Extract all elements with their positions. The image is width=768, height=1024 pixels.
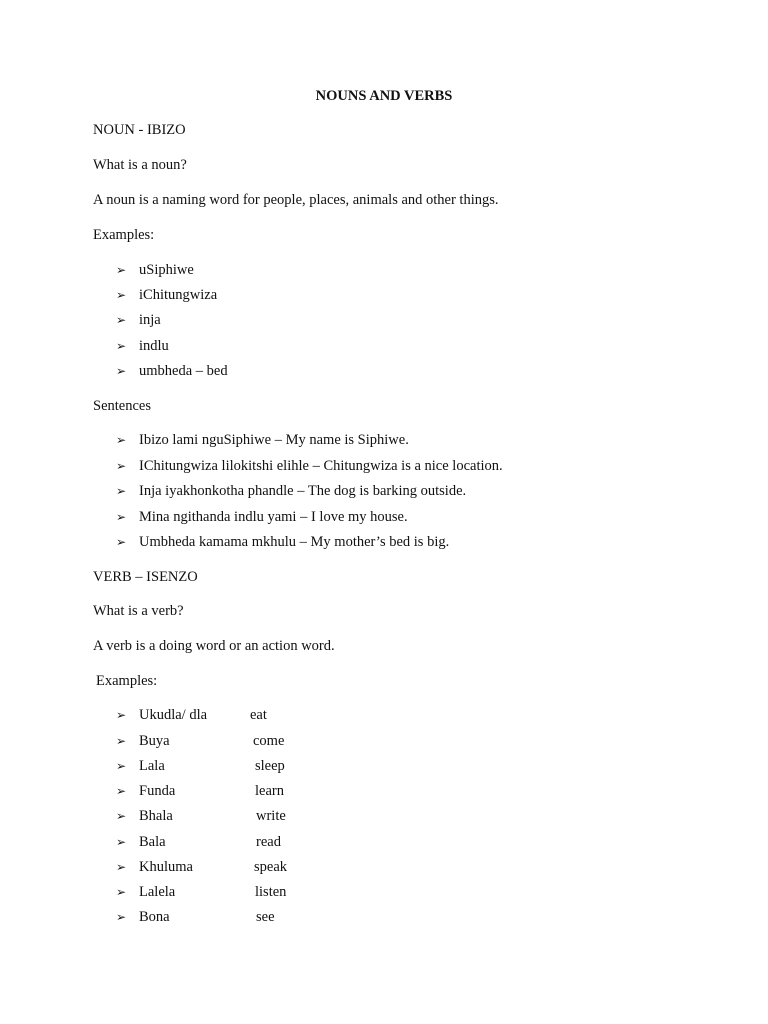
verb-meaning: come [253,733,285,749]
verb-meaning: learn [255,783,284,799]
sentence: Ibizo lami nguSiphiwe – My name is Siphiwe. [139,432,409,448]
verb-definition: A verb is a doing word or an action word. [93,638,335,654]
verb-heading: VERB – ISENZO [93,569,198,585]
arrowhead-bullet-icon: ➢ [116,835,127,849]
verb-word: Lala [139,758,165,774]
noun-examples-label: Examples: [93,227,155,243]
list-item [116,732,285,750]
verb-word: Lalela [139,884,176,900]
list-item [116,833,281,851]
list-item [116,311,161,329]
list-item [116,457,503,475]
arrowhead-bullet-icon: ➢ [116,339,127,353]
list-item [116,782,284,800]
arrowhead-bullet-icon: ➢ [116,759,127,773]
noun-example: inja [139,312,161,328]
sentences-label: Sentences [93,398,151,414]
sentence: Umbheda kamama mkhulu – My mother’s bed is big. [139,534,450,550]
list-item [116,858,288,876]
noun-heading: NOUN - IBIZO [93,122,186,138]
list-item [116,362,228,380]
verb-word: Khuluma [139,859,193,875]
arrowhead-bullet-icon: ➢ [116,784,127,798]
arrowhead-bullet-icon: ➢ [116,734,127,748]
verb-meaning: eat [250,707,267,723]
verb-word: Funda [139,783,176,799]
arrowhead-bullet-icon: ➢ [116,860,127,874]
list-item [116,533,449,551]
verb-meaning: listen [255,884,287,900]
list-item [116,508,408,526]
arrowhead-bullet-icon: ➢ [116,459,127,473]
verb-word: Buya [139,733,170,749]
noun-example: uSiphiwe [139,262,194,278]
noun-question: What is a noun? [93,157,187,173]
list-item [116,807,286,825]
noun-example: umbheda – bed [139,363,228,379]
arrowhead-bullet-icon: ➢ [116,708,127,722]
sentence: IChitungwiza lilokitshi elihle – Chitungwiza is a nice location. [139,458,503,474]
list-item [116,482,466,500]
arrowhead-bullet-icon: ➢ [116,364,127,378]
arrowhead-bullet-icon: ➢ [116,433,127,447]
verb-meaning: write [256,808,286,824]
verb-meaning: see [256,909,275,925]
verb-examples-label: Examples: [96,673,158,689]
list-item [116,261,194,279]
list-item [116,757,285,775]
noun-example: iChitungwiza [139,287,218,303]
arrowhead-bullet-icon: ➢ [116,263,127,277]
arrowhead-bullet-icon: ➢ [116,910,127,924]
sentence: Mina ngithanda indlu yami – I love my house. [139,509,408,525]
verb-meaning: read [256,834,281,850]
verb-question: What is a verb? [93,603,184,619]
verb-meaning: speak [254,859,288,875]
verb-word: Bala [139,834,166,850]
arrowhead-bullet-icon: ➢ [116,484,127,498]
list-item [116,286,217,304]
sentence: Inja iyakhonkotha phandle – The dog is barking outside. [139,483,467,499]
arrowhead-bullet-icon: ➢ [116,809,127,823]
noun-definition: A noun is a naming word for people, places, animals and other things. [93,192,499,208]
verb-word: Bona [139,909,170,925]
verb-word: Ukudla/ dla [139,707,208,723]
noun-example: indlu [139,338,169,354]
arrowhead-bullet-icon: ➢ [116,510,127,524]
arrowhead-bullet-icon: ➢ [116,288,127,302]
arrowhead-bullet-icon: ➢ [116,885,127,899]
arrowhead-bullet-icon: ➢ [116,313,127,327]
list-item [116,431,409,449]
list-item [116,908,275,926]
verb-word: Bhala [139,808,173,824]
list-item [116,337,169,355]
list-item [116,706,267,724]
page-title: NOUNS AND VERBS [315,88,453,104]
verb-meaning: sleep [255,758,285,774]
list-item [116,883,287,901]
arrowhead-bullet-icon: ➢ [116,535,127,549]
